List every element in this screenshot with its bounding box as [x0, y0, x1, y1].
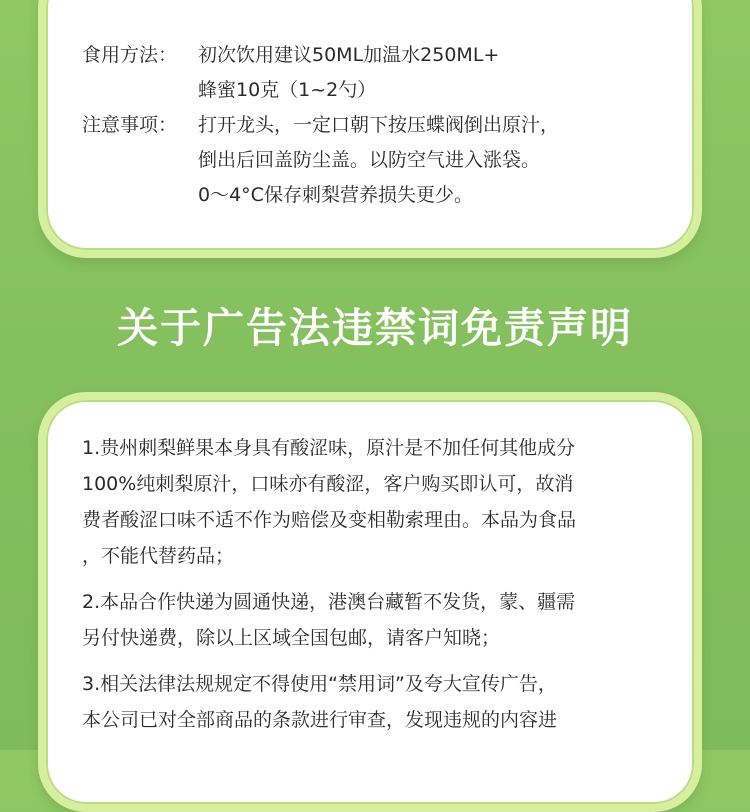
method-text — [198, 38, 674, 108]
disclaimer-line: 本公司已对全部商品的条款进行审查，发现违规的内容进 — [82, 709, 558, 731]
disclaimer-line: 100%纯刺梨原汁，口味亦有酸涩，客户购买即认可，故消 — [82, 473, 574, 495]
disclaimer-line: 费者酸涩口味不适不作为赔偿及变相勒索理由。本品为食品 — [82, 509, 577, 531]
method-label: 食用方法： — [82, 44, 178, 66]
disclaimer-line: 3.相关法律法规规定不得使用“禁用词”及夸大宣传广告， — [82, 673, 557, 695]
disclaimer-body — [82, 430, 674, 748]
method-line: 蜂蜜10克（1~2勺） — [198, 79, 377, 101]
usage-instructions — [82, 38, 674, 213]
disclaimer-line: 2.本品合作快递为圆通快递，港澳台藏暂不发货，蒙、疆需 — [82, 591, 576, 613]
disclaimer-heading: 关于广告法违禁词免责声明 — [117, 304, 633, 352]
notes-line: 倒出后回盖防尘盖。以防空气进入涨袋。 — [198, 149, 541, 171]
notes-text — [198, 108, 674, 213]
disclaimer-paragraph-2 — [82, 584, 674, 656]
notes-label: 注意事项： — [82, 114, 178, 136]
notes-row — [82, 108, 674, 213]
method-row — [82, 38, 674, 108]
disclaimer-paragraph-3 — [82, 666, 674, 738]
notes-line: 0～4°C保存刺梨营养损失更少。 — [198, 184, 473, 206]
method-line: 初次饮用建议50ML加温水250ML+ — [198, 44, 500, 66]
disclaimer-line: 1.贵州刺梨鲜果本身具有酸涩味，原汁是不加任何其他成分 — [82, 437, 576, 459]
disclaimer-line: ，不能代替药品； — [82, 545, 235, 567]
usage-card — [38, 0, 702, 258]
notes-line: 打开龙头，一定口朝下按压蝶阀倒出原汁， — [198, 114, 560, 136]
disclaimer-paragraph-1 — [82, 430, 674, 574]
disclaimer-card — [38, 392, 702, 812]
disclaimer-line: 另付快递费，除以上区域全国包邮，请客户知晓； — [82, 627, 501, 649]
